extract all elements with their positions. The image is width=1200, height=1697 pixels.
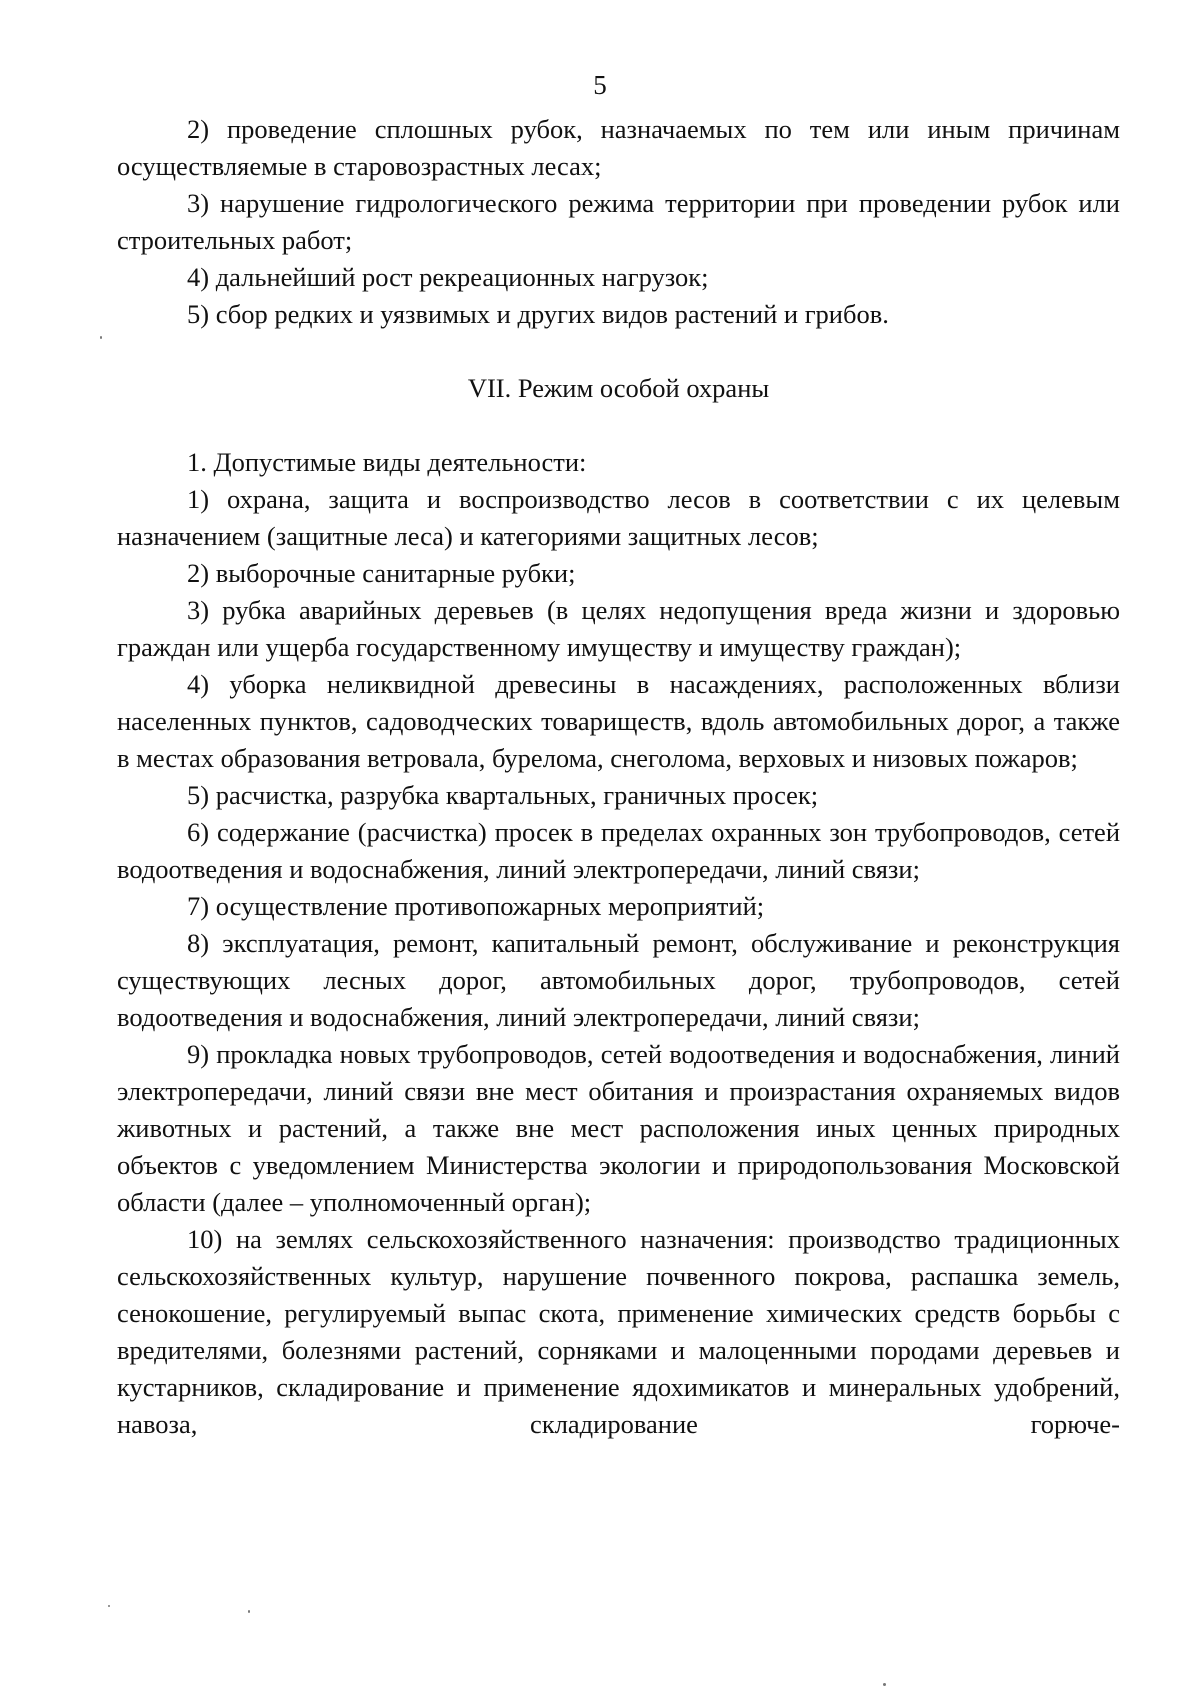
paragraph-item-4: 4) уборка неликвидной древесины в насаждениях, расположенных вблизи населенных пунктов, садоводческих товариществ, вдоль автомобильных дорог, а также в местах образования ветровала, бурелома, снеголома, верховых и низовых пожаров; [117, 669, 1120, 773]
paragraph-item-6: 6) содержание (расчистка) просек в пределах охранных зон трубопроводов, сетей водоотведения и водоснабжения, линий электропередачи, линий связи; [117, 817, 1120, 884]
document-body [117, 111, 1120, 1443]
paragraph-item-2: 2) выборочные санитарные рубки; [187, 558, 576, 588]
paragraph-item-7: 7) осуществление противопожарных мероприятий; [187, 891, 765, 921]
scan-speck [100, 336, 102, 339]
paragraph-permitted-activities: 1. Допустимые виды деятельности: [187, 447, 587, 477]
scan-speck [883, 1683, 886, 1686]
scan-speck [248, 1610, 250, 1613]
paragraph-item-5: 5) расчистка, разрубка квартальных, граничных просек; [187, 780, 819, 810]
paragraph-top-3: 3) нарушение гидрологического режима территории при проведении рубок или строительных работ; [117, 188, 1120, 255]
paragraph-top-5: 5) сбор редких и уязвимых и других видов растений и грибов. [187, 299, 889, 329]
paragraph-item-8: 8) эксплуатация, ремонт, капитальный ремонт, обслуживание и реконструкция существующих лесных дорог, автомобильных дорог, трубопроводов, сетей водоотведения и водоснабжения, линий электропередачи, линий связи; [117, 928, 1120, 1032]
section-heading: VII. Режим особой охраны [467, 373, 770, 403]
paragraph-item-1: 1) охрана, защита и воспроизводство лесов в соответствии с их целевым назначением (защитные леса) и категориями защитных лесов; [117, 484, 1120, 551]
scan-speck [108, 1605, 110, 1607]
paragraph-item-10: 10) на землях сельскохозяйственного назначения: производство традиционных сельскохозяйственных культур, нарушение почвенного покрова, распашка земель, сенокошение, регулируемый выпас скота, применение химических средств борьбы с вредителями, болезнями растений, сорняками и малоценными породами деревьев и кустарников, складирование и применение ядохимикатов и минеральных удобрений, навоза, складирование горюче- [117, 1224, 1120, 1439]
paragraph-item-9: 9) прокладка новых трубопроводов, сетей водоотведения и водоснабжения, линий электропередачи, линий связи вне мест обитания и произрастания охраняемых видов животных и растений, а также вне мест расположения иных ценных природных объектов с уведомлением Министерства экологии и природопользования Московской области (далее – уполномоченный орган); [117, 1039, 1120, 1217]
page-number: 5 [593, 70, 607, 100]
paragraph-item-3: 3) рубка аварийных деревьев (в целях недопущения вреда жизни и здоровью граждан или ущерба государственному имуществу и имуществу граждан); [117, 595, 1120, 662]
paragraph-top-2: 2) проведение сплошных рубок, назначаемых по тем или иным причинам осуществляемые в старовозрастных лесах; [117, 114, 1120, 181]
paragraph-top-4: 4) дальнейший рост рекреационных нагрузок; [187, 262, 709, 292]
